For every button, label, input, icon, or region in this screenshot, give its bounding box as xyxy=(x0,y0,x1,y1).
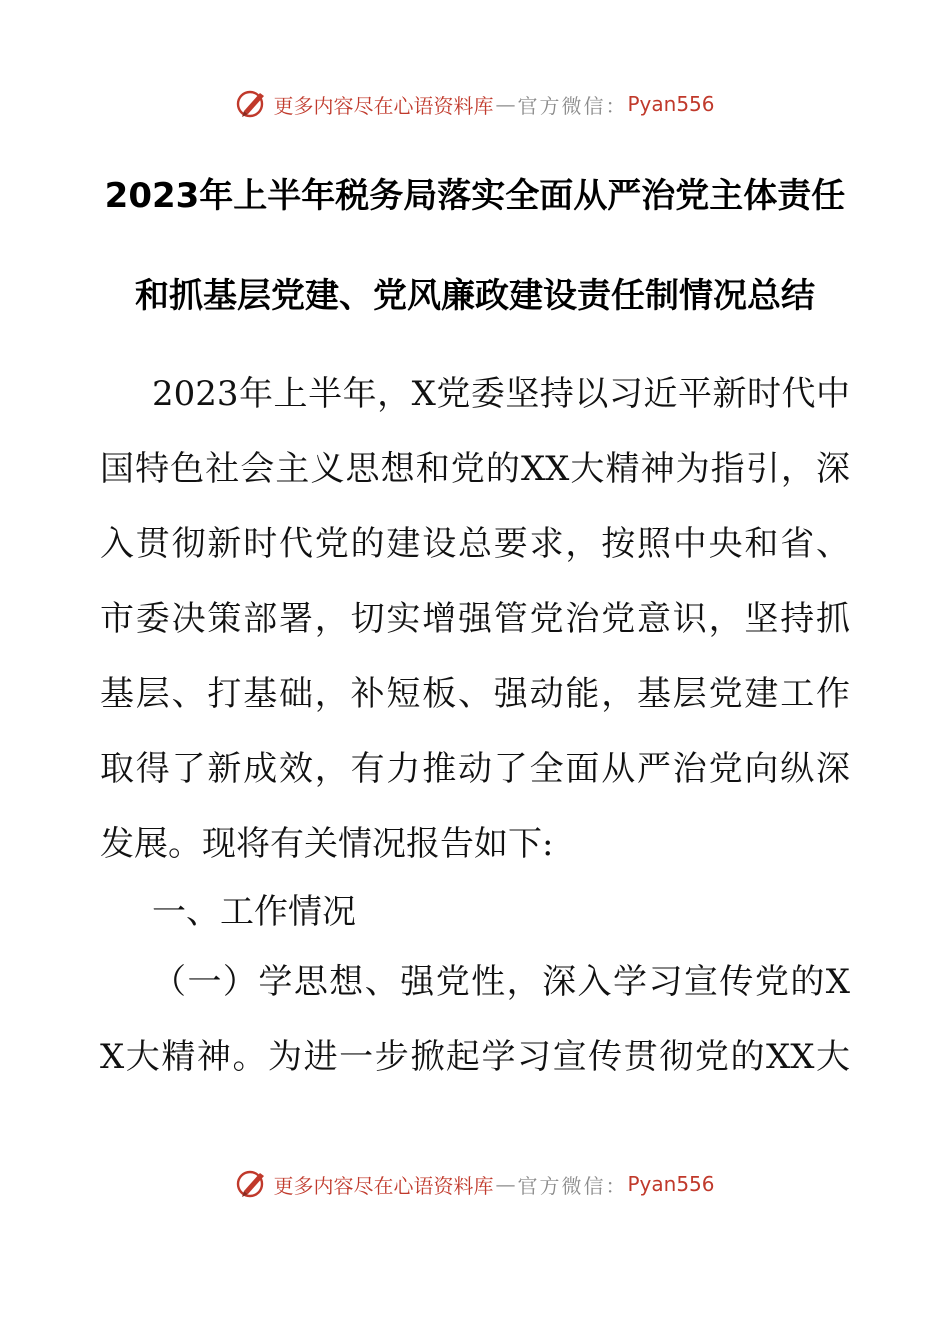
watermark-sub-text: 官方微信： xyxy=(517,1173,628,1198)
document-title-line-2: 和抓基层党建、党风廉政建设责任制情况总结 xyxy=(135,276,815,316)
watermark-wechat-id: Pyan556 xyxy=(627,1172,715,1196)
body-line-4: 市委决策部署，切实增强管党治党意识，坚持抓 xyxy=(100,599,850,639)
watermark-main-text: 更多内容尽在心语资料库 xyxy=(273,93,494,118)
body-line-5: 基层、打基础，补短板、强动能，基层党建工作 xyxy=(100,674,850,714)
section-heading: 一、工作情况 xyxy=(152,892,356,932)
watermark-sub-text: 官方微信： xyxy=(517,93,628,118)
watermark-dash: — xyxy=(495,92,516,116)
watermark-main-text: 更多内容尽在心语资料库 xyxy=(273,1173,494,1198)
watermark-wechat-id: Pyan556 xyxy=(627,92,715,116)
document-title-line-1: 2023年上半年税务局落实全面从严治党主体责任 xyxy=(104,176,846,216)
body-line-2: 国特色社会主义思想和党的XX大精神为指引，深 xyxy=(100,449,850,489)
body-line-6: 取得了新成效，有力推动了全面从严治党向纵深 xyxy=(100,749,850,789)
body-line-1: 2023年上半年，X党委坚持以习近平新时代中 xyxy=(152,374,850,414)
pen-logo-icon xyxy=(235,1167,269,1201)
footer-watermark xyxy=(0,1164,950,1204)
pen-logo-icon xyxy=(235,87,269,121)
watermark-dash: — xyxy=(495,1172,516,1196)
header-watermark xyxy=(0,84,950,124)
body-line-3: 入贯彻新时代党的建设总要求，按照中央和省、 xyxy=(100,524,850,564)
subsection-heading-line-1: （一）学思想、强党性，深入学习宣传党的X xyxy=(152,962,850,1002)
body-line-7: 发展。现将有关情况报告如下: xyxy=(100,824,554,864)
body-line-10: X大精神。为进一步掀起学习宣传贯彻党的XX大 xyxy=(100,1037,850,1077)
